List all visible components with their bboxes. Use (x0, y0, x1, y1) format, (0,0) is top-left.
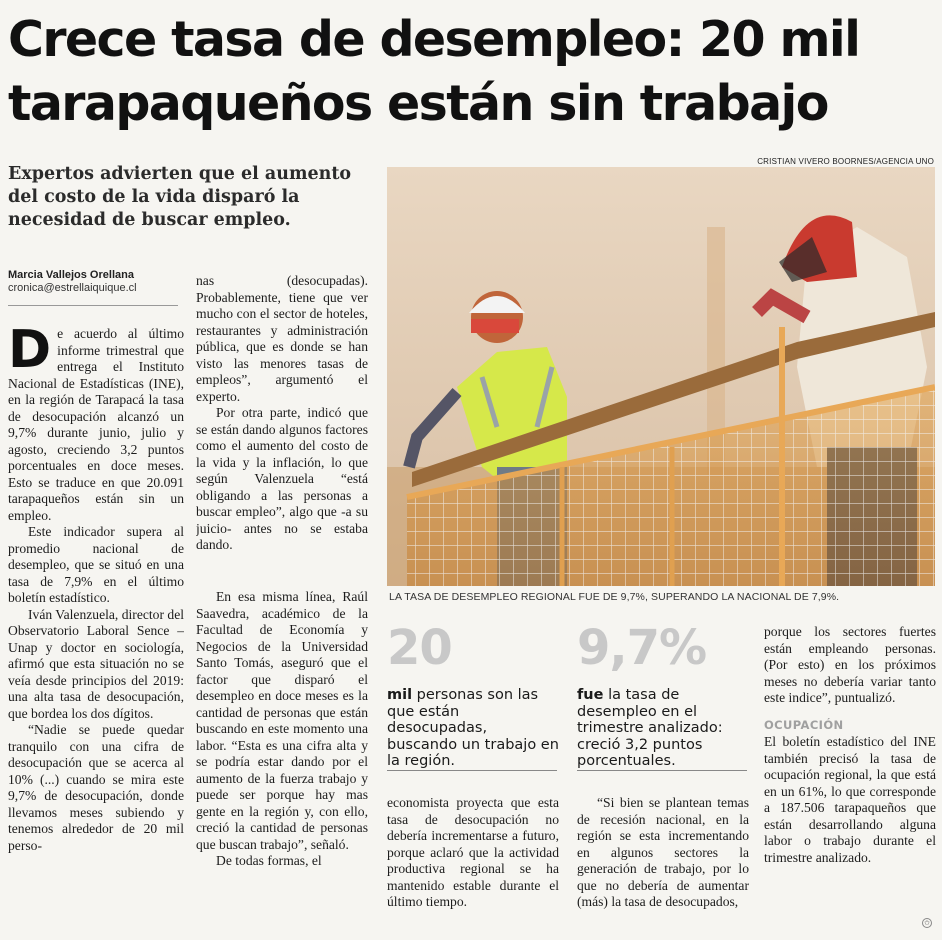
author-name: Marcia Vallejos Orellana (8, 269, 134, 281)
body-paragraph: De todas formas, el (216, 853, 322, 868)
stat-number: 20 (387, 620, 452, 676)
stat-lead: mil (387, 687, 413, 703)
stat-description (577, 687, 749, 770)
body-paragraph: porque los sectores fuertes están empleando personas. (Por esto) en los próximos meses no debería variar tanto este indice”, puntualizó. (764, 624, 936, 705)
body-paragraph: nas (desocupadas). Probablemente, tiene que ver mucho con el sector de hoteles, restaurantes y administración pública, que es donde se han visto las menores tasas de empleos”, argumentó el experto. (196, 273, 368, 404)
subhead: Expertos advierten que el aumento del costo de la vida disparó la necesidad de buscar empleo. (8, 164, 352, 230)
body-paragraph: En esa misma línea, Raúl Saavedra, académico de la Facultad de Economía y Negocios de la Universidad Santo Tomás, aseguró que el factor que disparó el desempleo en doce meses es la cantidad de personas que están buscando en este momento una labor. “Esta es una cifra alta y se podría estar dando por el aumento de la fuerza trabajo y puede ser porque hay mas gente en la región y, con ello, creció la cantidad de personas que buscan trabajo”, señaló. (196, 589, 368, 852)
news-photo-workers (387, 167, 935, 586)
body-paragraph (8, 326, 184, 524)
body-column-4 (387, 795, 559, 937)
author-email[interactable]: cronica@estrellaiquique.cl (8, 282, 137, 294)
photo-caption: LA TASA DE DESEMPLEO REGIONAL FUE DE 9,7%, SUPERANDO LA NACIONAL DE 7,9%. (389, 591, 840, 603)
body-column-6 (764, 624, 936, 936)
body-paragraph-text: e acuerdo al último informe trimestral que entrega el Instituto Nacional de Estadísticas (INE), en la región de Tarapacá la tasa de desocupación alcanzó un 9,7% durante junio, julio y agosto, creciendo 3,2 puntos porcentuales en doce meses. Esto se traduce en que 20.091 tarapaqueños están sin un empleo. (8, 326, 184, 523)
stat-lead: fue (577, 687, 604, 703)
body-column-1 (8, 326, 184, 936)
headline (8, 8, 934, 136)
stat-box-unemployed (387, 622, 559, 770)
headline-line-2: tarapaqueños están sin trabajo (8, 75, 828, 132)
stat-text: personas son las que están desocupadas, buscando un trabajo en la región. (387, 687, 559, 769)
body-paragraph: Iván Valenzuela, director del Observatorio Laboral Sence – Unap y doctor en sociología, afirmó que esta situación no se veía desde principios del 2019: una alta tasa de desocupación, que bordea los dos dígitos. (8, 606, 184, 721)
body-paragraph: El boletín estadístico del INE también precisó la tasa de ocupación regional, la que está en un 61%, lo que corresponde a 187.506 tarapaqueños que están desarrollando alguna labor o trabajo durante el trimestre analizado. (764, 734, 936, 865)
author-byline (8, 269, 184, 294)
body-column-5 (577, 795, 749, 937)
headline-line-1: Crece tasa de desempleo: 20 mil (8, 11, 860, 68)
body-paragraph: economista proyecta que esta tasa de desocupación no debería incrementarse a futuro, porque aclaró que la actividad productiva regional se ha mantenido estable durante el último tiempo. (387, 795, 559, 909)
body-paragraph: Este indicador supera al promedio nacional de desempleo, que se situó en una tasa de 7,9% en el último boletín estadístico. (8, 524, 184, 605)
stat-box-rate (577, 622, 749, 770)
stat-description (387, 687, 559, 770)
stat-text: la tasa de desempleo en el trimestre analizado: creció 3,2 puntos porcentuales. (577, 687, 723, 769)
stat-divider (577, 770, 747, 771)
drop-cap: D (8, 326, 52, 380)
byline-divider (8, 305, 178, 306)
body-paragraph: “Nadie se puede quedar tranquilo con una cifra de desocupación que se acerca al 10% (...) cuando se mira este 9,7% de desocupación, donde llevamos meses subiendo y tenemos alrededor de 20 mil perso- (8, 722, 184, 853)
stat-divider (387, 770, 557, 771)
end-mark-icon: ✩ (922, 918, 932, 928)
stat-number: 9,7% (577, 620, 707, 676)
section-heading: OCUPACIÓN (764, 717, 844, 732)
body-paragraph: Por otra parte, indicó que se están dando algunos factores como el aumento del costo de la vida y la inflación, lo que según Valenzuela “está obligando a las personas a buscar empleo”, algo que -a su juicio- antes no se estaba dando. (196, 405, 368, 552)
body-paragraph: “Si bien se plantean temas de recesión nacional, en la región se esta incrementando en algunos sectores la generación de trabajo, por lo que no debería de aumentar (más) la tasa de desocupados, (577, 795, 749, 909)
photo-credit: CRISTIAN VIVERO BOORNES/AGENCIA UNO (757, 157, 934, 166)
body-column-3 (196, 589, 368, 937)
body-column-2 (196, 273, 368, 577)
